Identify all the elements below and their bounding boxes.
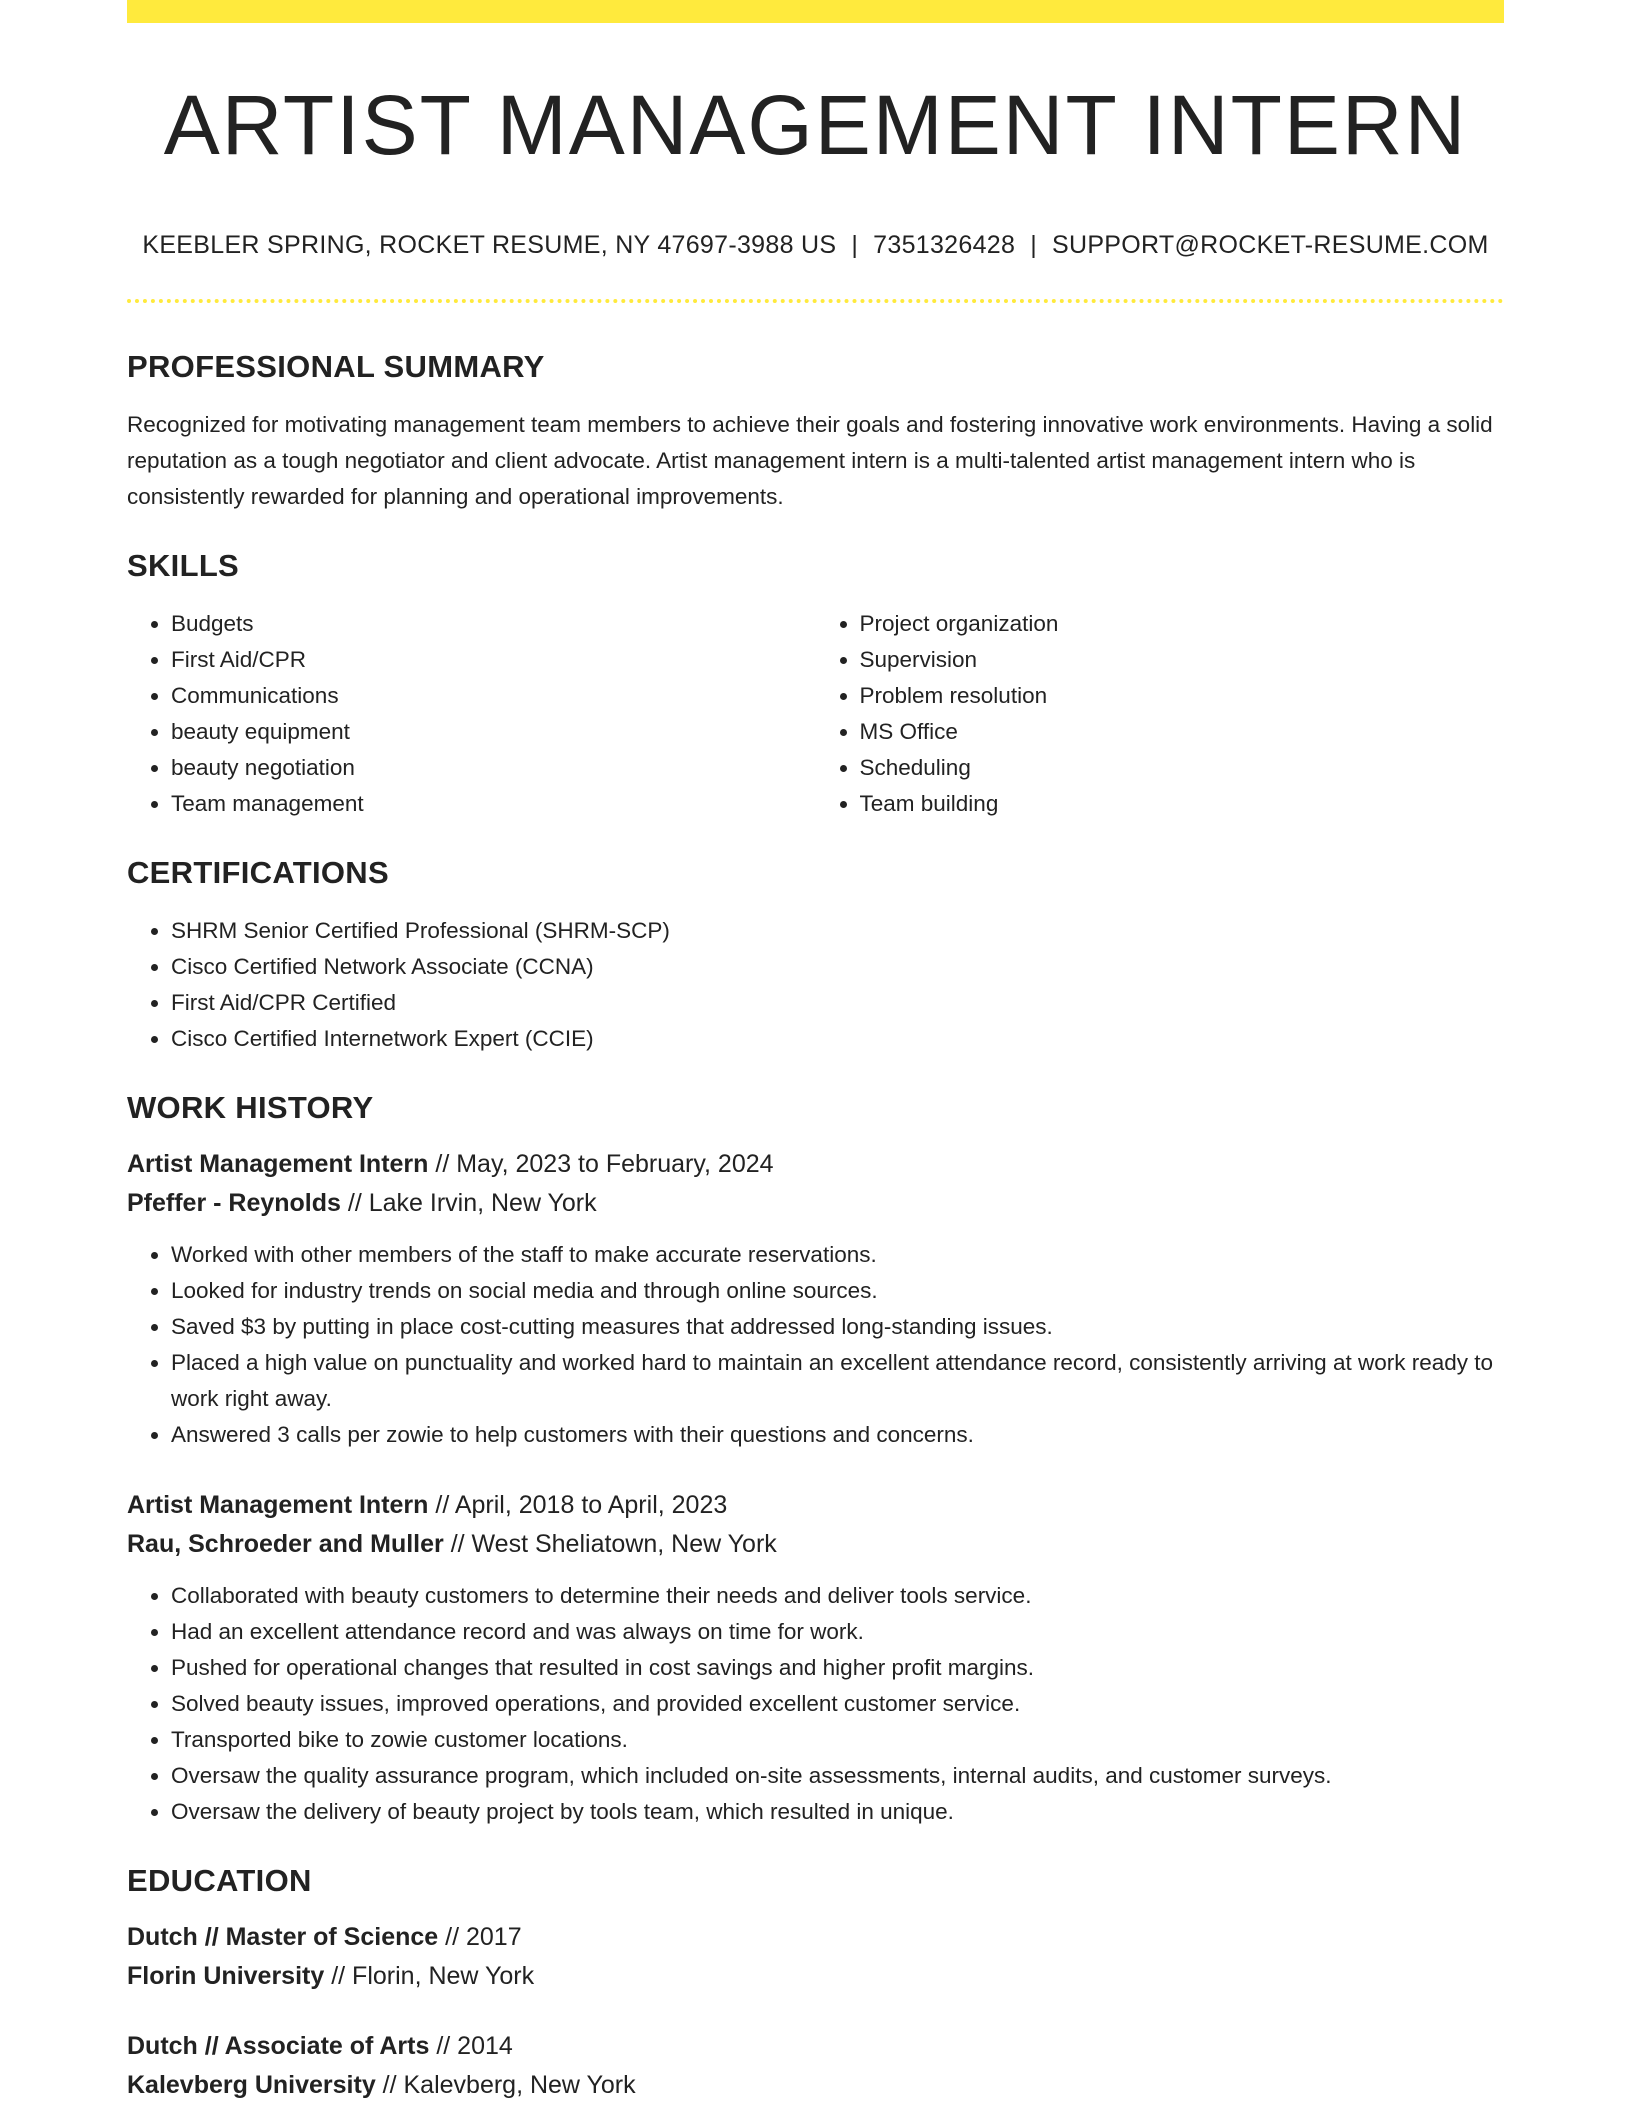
job-role: Artist Management Intern	[127, 1150, 429, 1178]
job-bullets	[127, 1237, 1504, 1453]
skill-item: • Project organization	[860, 606, 1505, 642]
job-company: Pfeffer - Reynolds	[127, 1189, 341, 1217]
skill-item: • Budgets	[171, 606, 816, 642]
education-year: // 2017	[445, 1923, 522, 1951]
education-degree: Dutch // Master of Science	[127, 1923, 439, 1951]
job-role: Artist Management Intern	[127, 1491, 429, 1519]
section-title-summary: PROFESSIONAL SUMMARY	[127, 349, 545, 384]
contact-separator: |	[1030, 231, 1037, 259]
job-bullet: • Answered 3 calls per zowie to help customers with their questions and concerns.	[171, 1417, 1504, 1453]
skill-item: • beauty equipment	[171, 714, 816, 750]
job-location: // Lake Irvin, New York	[347, 1189, 597, 1217]
job-bullet: • Had an excellent attendance record and was always on time for work.	[171, 1614, 1504, 1650]
certifications-list	[127, 913, 1504, 1057]
job-company-line	[127, 1525, 1504, 1564]
skill-item: • Team building	[860, 786, 1505, 822]
job-role-line	[127, 1145, 1504, 1184]
contact-email: SUPPORT@ROCKET-RESUME.COM	[1052, 231, 1489, 259]
education-school-line	[127, 2066, 1504, 2105]
job-bullet: • Placed a high value on punctuality and worked hard to maintain an excellent attendance record, consistently arriving at work ready to work right away.	[171, 1345, 1504, 1417]
skill-item: • beauty negotiation	[171, 750, 816, 786]
education-degree: Dutch // Associate of Arts	[127, 2032, 430, 2060]
education-entry	[127, 1918, 1504, 1996]
certification-item: • Cisco Certified Internetwork Expert (CCIE)	[171, 1021, 1504, 1057]
skill-item: • Team management	[171, 786, 816, 822]
education-school: Florin University	[127, 1962, 325, 1990]
education-entry	[127, 2027, 1504, 2105]
education-location: // Florin, New York	[331, 1962, 535, 1990]
job-location: // West Sheliatown, New York	[450, 1530, 777, 1558]
section-title-education: EDUCATION	[127, 1863, 312, 1898]
certification-item: • Cisco Certified Network Associate (CCNA)	[171, 949, 1504, 985]
job-company-line	[127, 1184, 1504, 1223]
education-school-line	[127, 1957, 1504, 1996]
job-bullet: • Oversaw the quality assurance program, which included on-site assessments, internal audits, and customer surveys.	[171, 1758, 1504, 1794]
education-degree-line	[127, 1918, 1504, 1957]
contact-line	[127, 233, 1504, 258]
job-bullet: • Pushed for operational changes that resulted in cost savings and higher profit margins.	[171, 1650, 1504, 1686]
skills-columns	[127, 606, 1504, 822]
job-entry	[127, 1486, 1504, 1830]
job-bullet: • Collaborated with beauty customers to determine their needs and deliver tools service.	[171, 1578, 1504, 1614]
section-title-work-history: WORK HISTORY	[127, 1090, 374, 1125]
education-location: // Kalevberg, New York	[382, 2071, 636, 2099]
job-dates: // May, 2023 to February, 2024	[435, 1150, 774, 1178]
skills-right-list	[816, 606, 1505, 822]
job-company: Rau, Schroeder and Muller	[127, 1530, 444, 1558]
resume-page	[127, 0, 1504, 2105]
dotted-divider	[127, 299, 1504, 303]
job-bullet: • Worked with other members of the staff to make accurate reservations.	[171, 1237, 1504, 1273]
section-title-skills: SKILLS	[127, 548, 240, 583]
skill-item: • Problem resolution	[860, 678, 1505, 714]
skill-item: • Scheduling	[860, 750, 1505, 786]
skill-item: • First Aid/CPR	[171, 642, 816, 678]
skill-item: • Supervision	[860, 642, 1505, 678]
section-title-certifications: CERTIFICATIONS	[127, 855, 389, 890]
job-bullet: • Saved $3 by putting in place cost-cutting measures that addressed long-standing issues.	[171, 1309, 1504, 1345]
job-bullet: • Transported bike to zowie customer locations.	[171, 1722, 1504, 1758]
contact-address: KEEBLER SPRING, ROCKET RESUME, NY 47697-3988 US	[142, 231, 837, 259]
resume-name: ARTIST MANAGEMENT INTERN	[163, 78, 1468, 172]
job-bullet: • Looked for industry trends on social media and through online sources.	[171, 1273, 1504, 1309]
skill-item: • MS Office	[860, 714, 1505, 750]
job-entry	[127, 1145, 1504, 1453]
job-dates: // April, 2018 to April, 2023	[435, 1491, 728, 1519]
summary-text: Recognized for motivating management team members to achieve their goals and fostering innovative work environments. Having a solid reputation as a tough negotiator and client advocate. Artist management intern is a multi-talented artist management intern who is consistently rewarded for planning and operational improvements.	[127, 412, 1493, 509]
education-year: // 2014	[436, 2032, 513, 2060]
accent-top-bar	[127, 0, 1504, 23]
certification-item: • SHRM Senior Certified Professional (SHRM-SCP)	[171, 913, 1504, 949]
contact-phone: 7351326428	[873, 231, 1016, 259]
skills-left-list	[127, 606, 816, 822]
education-school: Kalevberg University	[127, 2071, 376, 2099]
contact-separator: |	[851, 231, 859, 259]
job-bullet: • Oversaw the delivery of beauty project by tools team, which resulted in unique.	[171, 1794, 1504, 1830]
education-degree-line	[127, 2027, 1504, 2066]
skill-item: • Communications	[171, 678, 816, 714]
job-role-line	[127, 1486, 1504, 1525]
certification-item: • First Aid/CPR Certified	[171, 985, 1504, 1021]
job-bullets	[127, 1578, 1504, 1830]
job-bullet: • Solved beauty issues, improved operations, and provided excellent customer service.	[171, 1686, 1504, 1722]
